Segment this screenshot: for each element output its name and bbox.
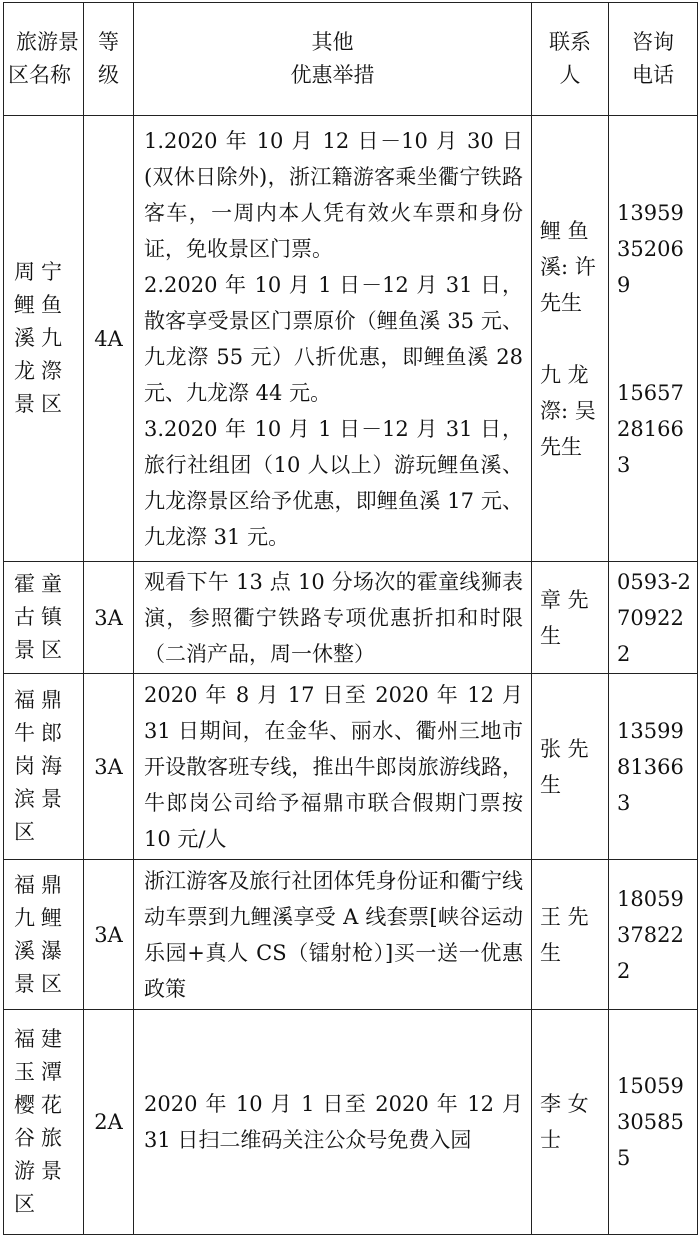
table-row: [4, 562, 698, 674]
table-row: [4, 674, 698, 860]
desc-item: 浙江游客及旅行社团体凭身份证和衢宁线动车票到九鲤溪享受 A 线套票[峡谷运动乐园+真人 CS（镭射枪）]买一送一优惠政策: [144, 868, 523, 1001]
scenic-name: 福鼎九鲤溪瀑景区: [4, 860, 84, 1010]
header-contact: 联系人: [532, 3, 609, 116]
scenic-contact: [532, 562, 609, 674]
phone-number: 13599813663: [617, 718, 684, 815]
scenic-desc: [134, 860, 532, 1010]
phone-number: 13959352069: [617, 200, 684, 297]
phone-number: 15059305855: [617, 1074, 684, 1170]
header-phone: 咨询电话: [609, 3, 698, 116]
phone-number: 0593-2709222: [617, 569, 691, 666]
scenic-level: 3A: [84, 860, 134, 1010]
contact-person: 李 女士: [540, 1092, 589, 1152]
scenic-desc: [134, 116, 532, 562]
scenic-contact: [532, 1010, 609, 1235]
header-level: 等级: [84, 3, 134, 116]
scenic-level: 2A: [84, 1010, 134, 1235]
desc-item: 3.2020 年 10 月 1 日－12 月 31 日，旅行社组团（10 人以上）游玩鲤鱼溪、九龙漈景区给予优惠，即鲤鱼溪 17 元、九龙漈 31 元。: [144, 416, 523, 549]
scenic-desc: [134, 562, 532, 674]
scenic-contact: [532, 116, 609, 562]
scenic-phone: [609, 674, 698, 860]
header-desc: [134, 3, 532, 116]
table-row: [4, 1010, 698, 1235]
scenic-level: 3A: [84, 674, 134, 860]
scenic-phone: [609, 1010, 698, 1235]
scenic-contact: [532, 860, 609, 1010]
header-desc-line2: 优惠举措: [290, 63, 375, 87]
scenic-contact: [532, 674, 609, 860]
contact-person: 张 先生: [540, 736, 589, 797]
phone-number: 18059378222: [617, 886, 684, 983]
contact-person: 九 龙 漈: 吴先生: [540, 362, 596, 459]
contact-person: 章 先生: [540, 587, 589, 648]
scenic-desc: [134, 674, 532, 860]
table-row: [4, 860, 698, 1010]
scenic-level: 3A: [84, 562, 134, 674]
desc-item: 2020 年 10 月 1 日至 2020 年 12 月 31 日扫二维码关注公众号免费入园: [144, 1092, 523, 1152]
promotion-table: [3, 2, 698, 1235]
phone-number: 15657281663: [617, 380, 684, 477]
scenic-name: 福鼎牛郎岗海滨景区: [4, 674, 84, 860]
scenic-name: 霍童古镇景区: [4, 562, 84, 674]
header-name: 旅游景区名称: [4, 3, 84, 116]
header-row: [4, 3, 698, 116]
desc-item: 1.2020 年 10 月 12 日－10 月 30 日(双休日除外)，浙江籍游客乘坐衢宁铁路客车，一周内本人凭有效火车票和身份证，免收景区门票。: [144, 128, 523, 261]
table-row: [4, 116, 698, 562]
header-desc-line1: 其他: [311, 30, 354, 54]
scenic-phone: [609, 860, 698, 1010]
scenic-name: 福建玉潭樱花谷旅游景区: [4, 1010, 84, 1235]
scenic-phone: [609, 562, 698, 674]
desc-item: 2.2020 年 10 月 1 日－12 月 31 日，散客享受景区门票原价（鲤鱼溪 35 元、九龙漈 55 元）八折优惠，即鲤鱼溪 28 元、九龙漈 44 元。: [144, 272, 523, 405]
contact-person: 鲤 鱼 溪: 许先生: [540, 218, 596, 315]
scenic-desc: [134, 1010, 532, 1235]
scenic-name: 周宁鲤鱼溪九龙漈景区: [4, 116, 84, 562]
scenic-level: 4A: [84, 116, 134, 562]
desc-item: 观看下午 13 点 10 分场次的霍童线狮表演，参照衢宁铁路专项优惠折扣和时限（二消产品，周一休整）: [144, 569, 523, 666]
desc-item: 2020 年 8 月 17 日至 2020 年 12 月 31 日期间，在金华、丽水、衢州三地市开设散客班专线，推出牛郎岗旅游线路，牛郎岗公司给予福鼎市联合假期门票按 10 元/人: [144, 682, 523, 851]
scenic-phone: [609, 116, 698, 562]
contact-person: 王 先生: [540, 904, 589, 965]
